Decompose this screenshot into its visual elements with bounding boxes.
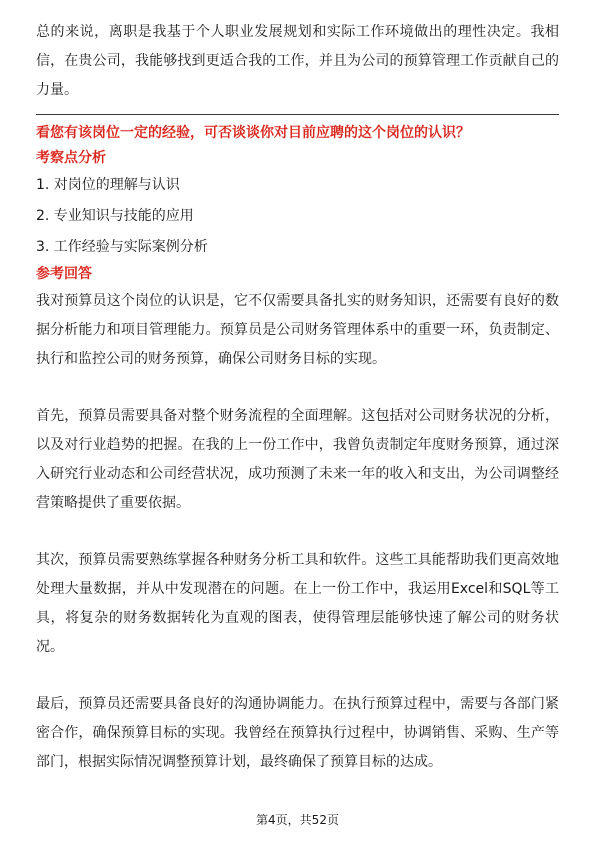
section-divider — [36, 114, 559, 115]
answer-paragraph: 最后，预算员还需要具备良好的沟通协调能力。在执行预算过程中，需要与各部门紧密合作，确保预算目标的实现。我曾经在预算执行过程中，协调销售、采购、生产等部门，根据实际情况调整预算计划，最终确保了预算目标的达成。 — [36, 696, 559, 770]
paragraph-spacer — [36, 662, 559, 690]
analysis-heading: 考察点分析 — [36, 150, 106, 166]
answer-paragraph: 首先，预算员需要具备对整个财务流程的全面理解。这包括对公司财务状况的分析，以及对行业趋势的把握。在我的上一份工作中，我曾负责制定年度财务预算，通过深入研究行业动态和公司经营状况，成功预测了未来一年的收入和支出，为公司调整经营策略提供了重要依据。 — [36, 408, 559, 511]
list-item: 2. 专业知识与技能的应用 — [36, 208, 194, 224]
page-footer: 第4页，共52页 — [256, 813, 339, 827]
paragraph-spacer — [36, 374, 559, 402]
answer-paragraph: 其次，预算员需要熟练掌握各种财务分析工具和软件。这些工具能帮助我们更高效地处理大量数据，并从中发现潜在的问题。在上一份工作中，我运用Excel和SQL等工具，将复杂的财务数据转化为直观的图表，使得管理层能够快速了解公司的财务状况。 — [36, 552, 559, 655]
page-content — [36, 18, 559, 777]
answer-paragraph: 我对预算员这个岗位的认识是，它不仅需要具备扎实的财务知识，还需要有良好的数据分析能力和项目管理能力。预算员是公司财务管理体系中的重要一环，负责制定、执行和监控公司的财务预算，确保公司财务目标的实现。 — [36, 293, 559, 367]
analysis-list — [36, 170, 559, 263]
answer-heading: 参考回答 — [36, 266, 92, 282]
list-item: 3. 工作经验与实际案例分析 — [36, 239, 208, 255]
interview-question: 看您有该岗位一定的经验，可否谈谈你对目前应聘的这个岗位的认识？ — [36, 125, 470, 141]
paragraph-spacer — [36, 518, 559, 546]
intro-paragraph: 总的来说，离职是我基于个人职业发展规划和实际工作环境做出的理性决定。我相信，在贵公司，我能够找到更适合我的工作，并且为公司的预算管理工作贡献自己的力量。 — [36, 24, 559, 98]
list-item: 1. 对岗位的理解与认识 — [36, 177, 180, 193]
